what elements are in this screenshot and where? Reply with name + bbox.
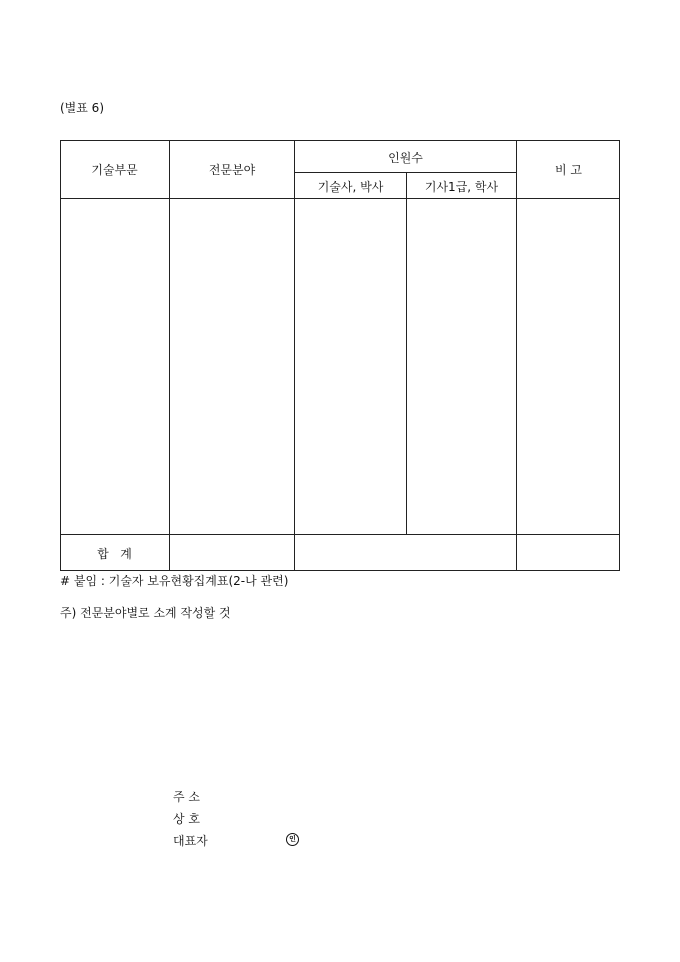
column-divider-1	[169, 140, 170, 571]
header-engineer-phd: 기술사, 박사	[317, 180, 384, 194]
header-bottom-line	[60, 198, 620, 199]
signature-representative-label: 대표자	[173, 834, 208, 848]
header-engineer1-bachelor: 기사1급, 학사	[424, 180, 499, 194]
table-border-top	[60, 140, 620, 141]
signature-address-label: 주 소	[173, 790, 200, 804]
header-technical-division: 기술부문	[91, 163, 138, 177]
signature-company-label: 상 호	[173, 812, 200, 826]
header-remarks: 비 고	[555, 163, 582, 177]
table-border-left	[60, 140, 61, 571]
table-border-bottom	[60, 570, 620, 571]
table-border-right	[619, 140, 620, 571]
annex-label: (별표 6)	[60, 101, 104, 115]
seal-icon: 인	[286, 833, 299, 846]
footnote: 주) 전문분야별로 소계 작성할 것	[60, 606, 231, 620]
column-divider-4	[516, 140, 517, 571]
staff-table	[60, 140, 620, 571]
attachment-note: # 붙임 : 기술자 보유현황집계표(2-나 관련)	[60, 574, 289, 588]
header-subdivider	[294, 172, 516, 173]
column-divider-2	[294, 140, 295, 571]
column-divider-3	[406, 172, 407, 534]
header-specialty-field: 전문분야	[208, 163, 256, 177]
total-row-top-line	[60, 534, 620, 535]
header-headcount: 인원수	[388, 151, 423, 165]
total-row-label: 합 계	[97, 547, 132, 561]
